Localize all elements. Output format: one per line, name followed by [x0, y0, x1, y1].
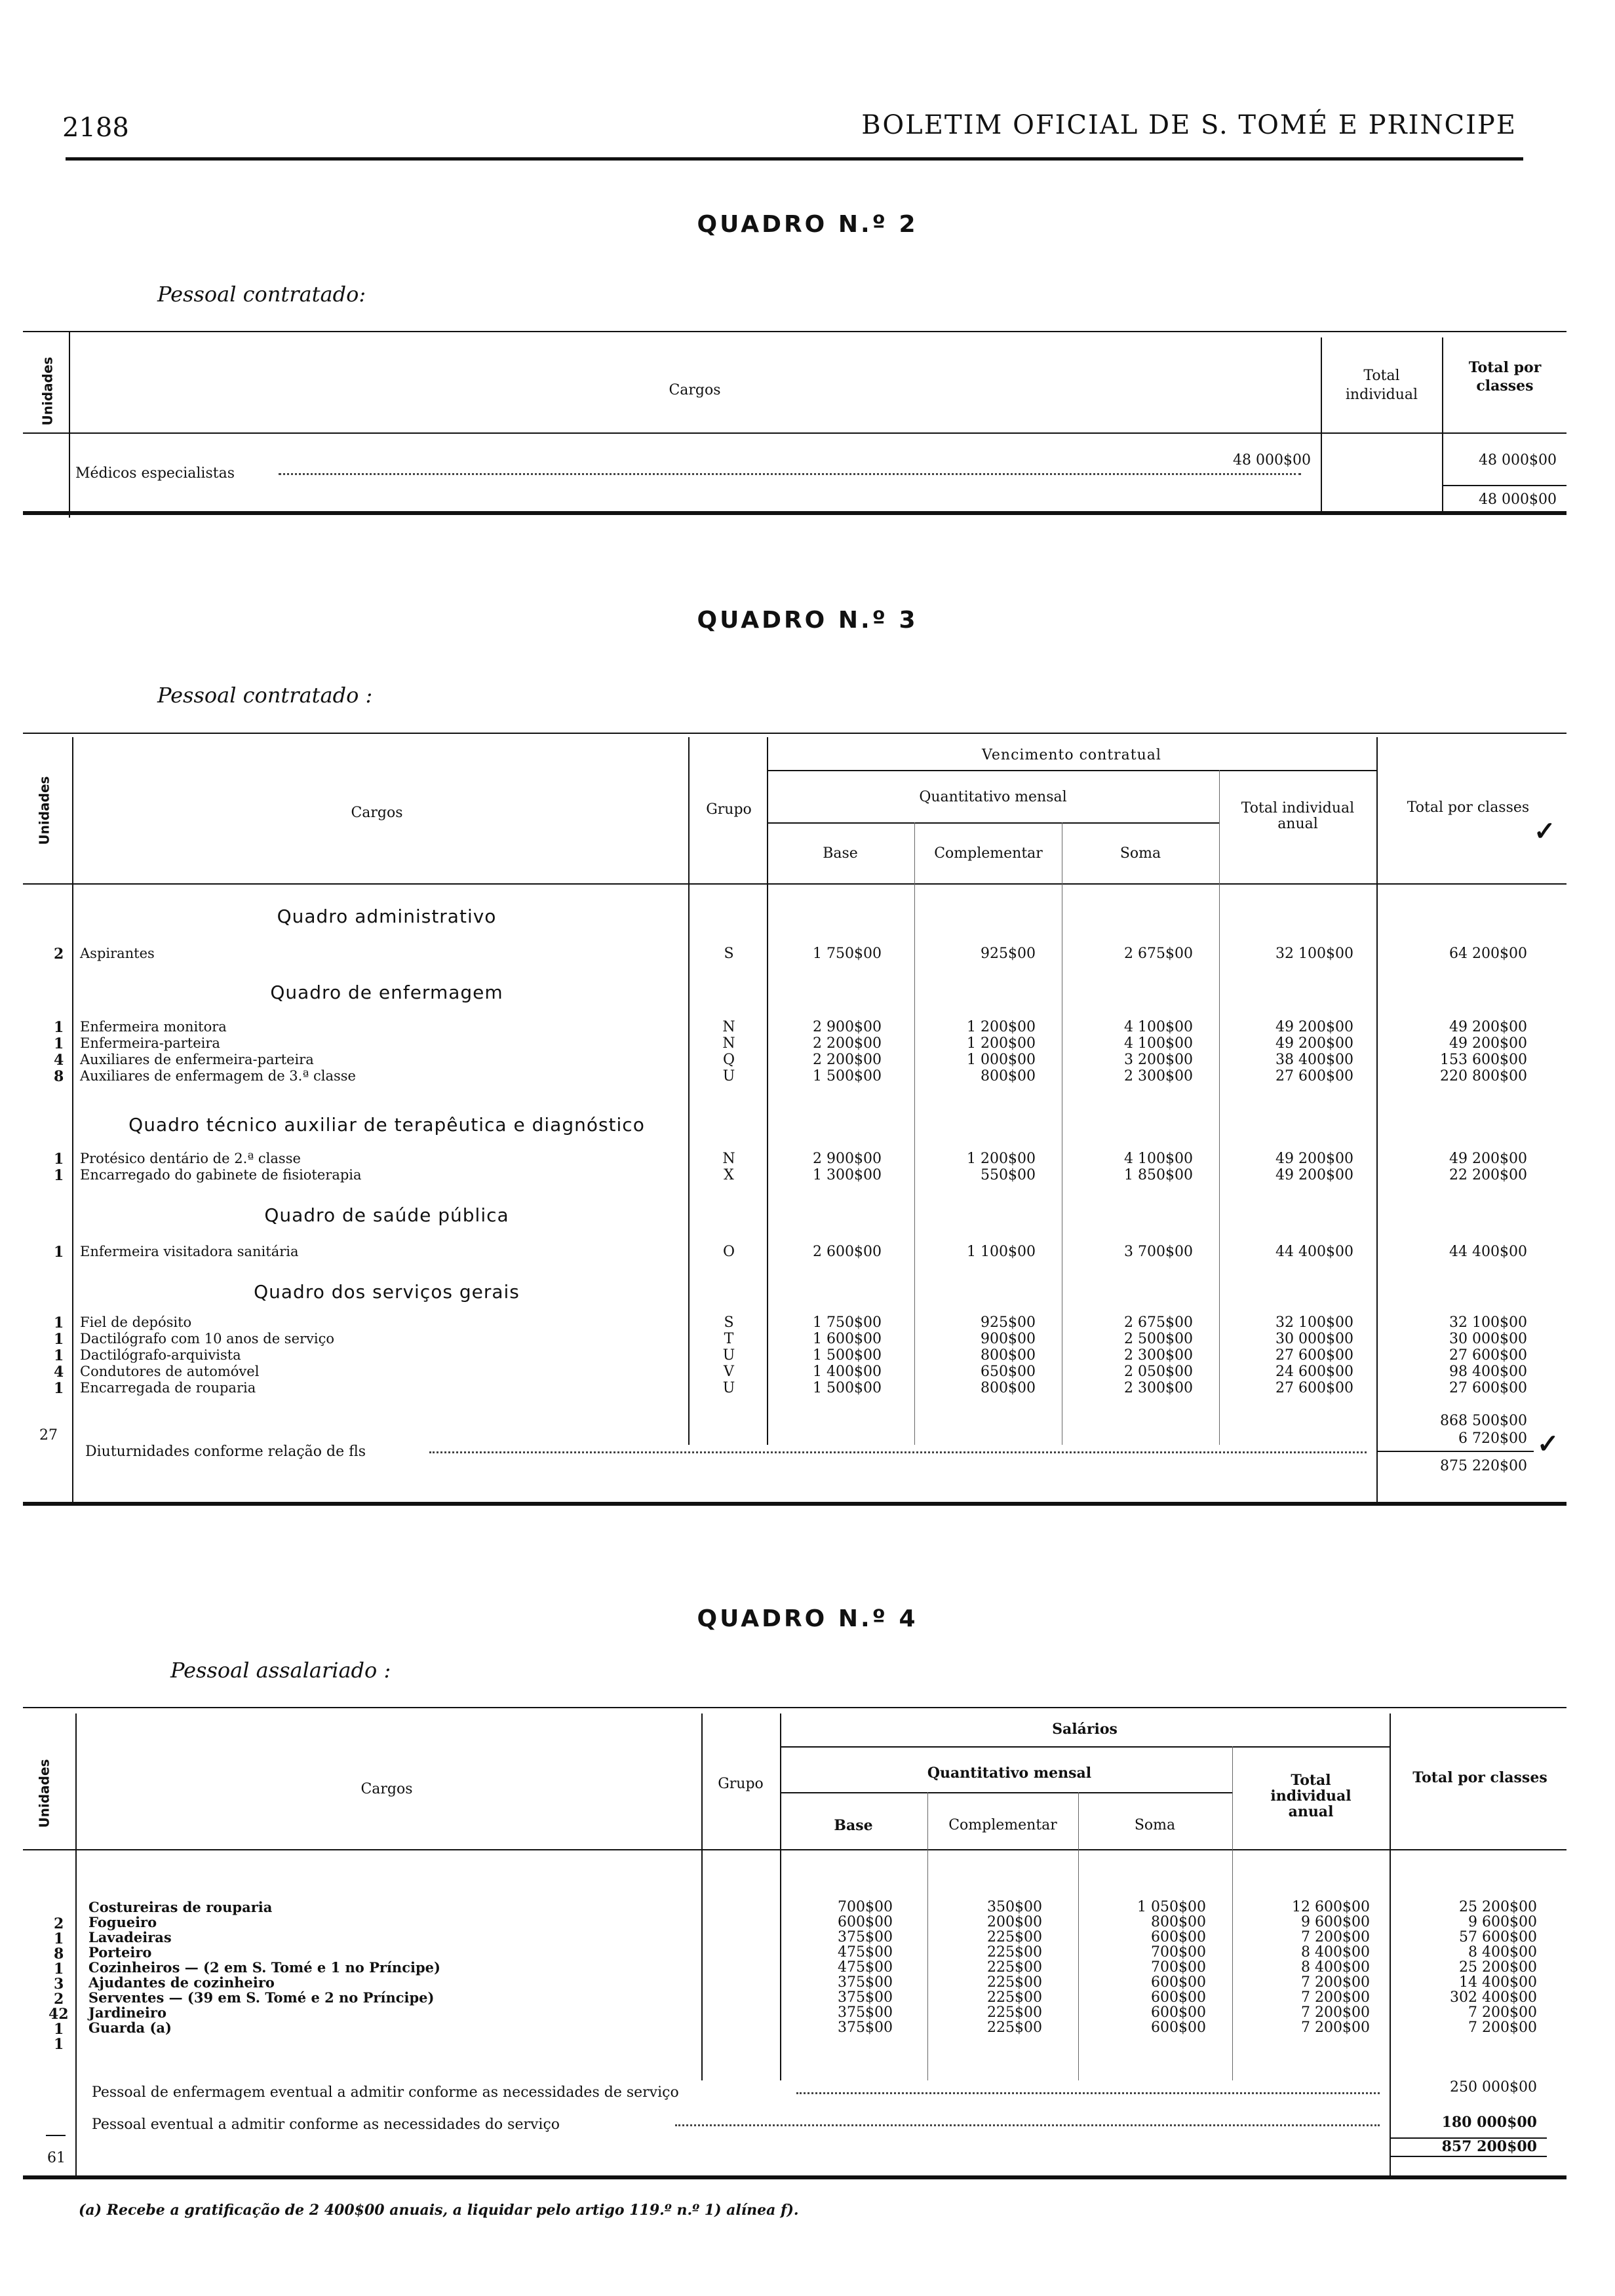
row-complementar: 1 200$00: [967, 1035, 1036, 1052]
q4-vline: [927, 1792, 928, 2080]
q4-total-units: 61: [47, 2150, 66, 2166]
row-total-classes: 220 800$00: [1440, 1068, 1527, 1084]
row-soma: 4 100$00: [1124, 1035, 1193, 1052]
q4-eventual-1-leader: [796, 2092, 1380, 2094]
q3-vline: [1376, 737, 1378, 1504]
row-soma: 2 500$00: [1124, 1331, 1193, 1347]
row-base: 1 750$00: [813, 946, 882, 962]
row-soma: 600$00: [1151, 1989, 1206, 2006]
q4-eventual-2-leader: [675, 2124, 1380, 2126]
q3-diut-value: 6 720$00: [1458, 1430, 1527, 1447]
row-unidades: 1: [54, 1035, 64, 1052]
q4-vline: [75, 1713, 77, 2179]
q3-h-base: Base: [823, 845, 858, 862]
q3-rule-bottom: [23, 1502, 1566, 1506]
row-complementar: 1 100$00: [967, 1244, 1036, 1260]
q3-rule-header: [23, 883, 1566, 885]
q2-vline: [69, 331, 70, 518]
q3-subtotal: 868 500$00: [1440, 1413, 1527, 1429]
row-cargo: Fiel de depósito: [80, 1314, 192, 1330]
row-complementar: 225$00: [987, 1944, 1042, 1961]
row-complementar: 225$00: [987, 2004, 1042, 2021]
row-total-classes: 25 200$00: [1459, 1899, 1537, 1915]
row-unidades: 1: [54, 1347, 64, 1364]
q3-vline: [688, 737, 690, 1445]
row-unidades: 1: [54, 1167, 64, 1184]
row-base: 375$00: [838, 1929, 893, 1945]
row-total-classes: 25 200$00: [1459, 1959, 1537, 1976]
row-cargo: Encarregada de rouparia: [80, 1380, 256, 1396]
q2-rule-top: [23, 331, 1566, 332]
row-soma: 600$00: [1151, 1974, 1206, 1991]
q3-vline: [767, 737, 768, 1445]
q2-total: 48 000$00: [1479, 491, 1557, 508]
row-total-individual: 49 200$00: [1275, 1151, 1353, 1167]
row-grupo: X: [724, 1167, 734, 1183]
row-total-individual: 7 200$00: [1301, 2004, 1370, 2021]
q4-vline: [780, 1713, 781, 2080]
section-title: Quadro de enfermagem: [270, 982, 503, 1003]
row-complementar: 900$00: [981, 1331, 1036, 1347]
row-complementar: 925$00: [981, 946, 1036, 962]
row-unidades: 1: [54, 1151, 64, 1168]
q3-h-total-classes: Total por classes: [1407, 799, 1530, 816]
q4-h-quantitativo: Quantitativo mensal: [927, 1765, 1092, 1782]
row-total-classes: 153 600$00: [1440, 1052, 1527, 1068]
page-header-title: BOLETIM OFICIAL DE S. TOMÉ E PRINCIPE: [861, 110, 1517, 140]
row-unidades: 1: [54, 1314, 64, 1331]
row-total-classes: 7 200$00: [1468, 2004, 1537, 2021]
section-title: Quadro técnico auxiliar de terapêutica e diagnóstico: [128, 1114, 645, 1136]
row-base: 600$00: [838, 1914, 893, 1930]
q4-rule-sum: [1390, 2156, 1547, 2157]
row-total-individual: 7 200$00: [1301, 2019, 1370, 2036]
row-total-classes: 8 400$00: [1468, 1944, 1537, 1961]
row-soma: 2 675$00: [1124, 1314, 1193, 1331]
row-base: 2 200$00: [813, 1052, 882, 1068]
q3-total-units: 27: [39, 1427, 58, 1444]
row-cargo: Dactilógrafo-arquivista: [80, 1347, 241, 1363]
row-total-individual: 44 400$00: [1275, 1244, 1353, 1260]
row-total-classes: 49 200$00: [1449, 1019, 1527, 1035]
row-cargo: Enfermeira monitora: [80, 1019, 227, 1035]
row-grupo: S: [724, 1314, 734, 1331]
row-soma: 700$00: [1151, 1944, 1206, 1961]
row-complementar: 800$00: [981, 1380, 1036, 1396]
row-total-classes: 302 400$00: [1450, 1989, 1537, 2006]
q2-rule-bottom: [23, 511, 1566, 515]
row-total-classes: 7 200$00: [1468, 2019, 1537, 2036]
row-base: 1 600$00: [813, 1331, 882, 1347]
row-total-individual: 9 600$00: [1301, 1914, 1370, 1930]
q4-vline: [701, 1713, 703, 2080]
row-complementar: 225$00: [987, 1929, 1042, 1945]
q2-row-total-individual: 48 000$00: [1233, 452, 1311, 469]
q3-h-complementar: Complementar: [934, 845, 1043, 862]
q3-total: 875 220$00: [1440, 1458, 1527, 1474]
row-grupo: V: [724, 1364, 734, 1380]
q2-row-total-classes: 48 000$00: [1479, 452, 1557, 469]
row-total-individual: 27 600$00: [1275, 1347, 1353, 1364]
row-base: 1 400$00: [813, 1364, 882, 1380]
q4-h-grupo: Grupo: [718, 1776, 764, 1792]
row-soma: 2 300$00: [1124, 1347, 1193, 1364]
q4-eventual-2-value: 180 000$00: [1441, 2114, 1537, 2131]
section-title: Quadro dos serviços gerais: [254, 1281, 520, 1303]
row-unidades: 1: [54, 1961, 64, 1978]
q2-rule-header: [23, 432, 1566, 434]
footnote: (a) Recebe a gratificação de 2 400$00 anuais, a liquidar pelo artigo 119.º n.º 1) alínea f).: [79, 2202, 799, 2219]
row-total-individual: 49 200$00: [1275, 1019, 1353, 1035]
handwritten-check-mark: ✓: [1534, 816, 1556, 847]
q3-h-unidades: Unidades: [36, 776, 52, 845]
row-total-individual: 38 400$00: [1275, 1052, 1353, 1068]
row-cargo: Lavadeiras: [88, 1929, 172, 1945]
q3-diuturnidades: Diuturnidades conforme relação de fls: [85, 1444, 366, 1460]
row-cargo: Encarregado do gabinete de fisioterapia: [80, 1167, 362, 1183]
row-soma: 2 050$00: [1124, 1364, 1193, 1380]
q4-title: QUADRO N.º 4: [697, 1605, 918, 1632]
section-title: Quadro de saúde pública: [264, 1204, 509, 1226]
handwritten-check-mark: ✓: [1537, 1428, 1559, 1459]
q4-eventual-1: Pessoal de enfermagem eventual a admitir conforme as necessidades de serviço: [92, 2084, 679, 2101]
row-complementar: 800$00: [981, 1347, 1036, 1364]
row-grupo: O: [722, 1244, 735, 1260]
row-grupo: S: [724, 946, 734, 962]
q4-h-unidades: Unidades: [36, 1759, 52, 1828]
row-soma: 2 300$00: [1124, 1380, 1193, 1396]
row-base: 2 600$00: [813, 1244, 882, 1260]
row-cargo: Condutores de automóvel: [80, 1364, 260, 1379]
q4-vline: [1390, 1713, 1391, 2179]
q3-rule-venc: [767, 770, 1376, 771]
row-base: 375$00: [838, 1974, 893, 1991]
q3-h-soma: Soma: [1119, 845, 1161, 862]
q4-h-total-classes: Total por classes: [1412, 1769, 1547, 1786]
row-total-individual: 12 600$00: [1292, 1899, 1370, 1915]
q3-rule-top: [23, 733, 1566, 734]
row-unidades: 1: [54, 1380, 64, 1397]
row-total-classes: 32 100$00: [1449, 1314, 1527, 1331]
row-cargo: Auxiliares de enfermagem de 3.ª classe: [80, 1068, 356, 1084]
row-unidades: 8: [54, 1945, 64, 1962]
row-complementar: 1 200$00: [967, 1019, 1036, 1035]
q3-h-grupo: Grupo: [706, 801, 752, 818]
q4-subtitle: Pessoal assalariado :: [170, 1658, 391, 1683]
row-base: 375$00: [838, 2004, 893, 2021]
row-unidades: 1: [54, 1331, 64, 1348]
row-total-individual: 24 600$00: [1275, 1364, 1353, 1380]
row-unidades: 8: [54, 1068, 64, 1085]
row-total-individual: 8 400$00: [1301, 1959, 1370, 1976]
row-total-classes: 22 200$00: [1449, 1167, 1527, 1183]
row-cargo: Enfermeira visitadora sanitária: [80, 1244, 299, 1259]
q4-h-soma: Soma: [1134, 1817, 1176, 1833]
row-cargo: Enfermeira-parteira: [80, 1035, 220, 1051]
row-soma: 2 300$00: [1124, 1068, 1193, 1084]
q4-units-rule: [46, 2135, 66, 2136]
q2-h-cargos: Cargos: [669, 382, 721, 398]
q2-subtitle: Pessoal contratado:: [157, 282, 366, 307]
q4-rule-header: [23, 1849, 1566, 1850]
row-unidades: 2: [54, 946, 64, 963]
row-unidades: 1: [54, 2021, 64, 2038]
row-total-individual: 27 600$00: [1275, 1068, 1353, 1084]
row-total-individual: 32 100$00: [1275, 946, 1353, 962]
row-total-classes: 27 600$00: [1449, 1380, 1527, 1396]
row-total-individual: 7 200$00: [1301, 1989, 1370, 2006]
row-soma: 600$00: [1151, 2004, 1206, 2021]
row-total-classes: 44 400$00: [1449, 1244, 1527, 1260]
q4-h-cargos: Cargos: [360, 1781, 413, 1797]
row-total-individual: 49 200$00: [1275, 1035, 1353, 1052]
q4-rule-top: [23, 1707, 1566, 1708]
row-soma: 1 050$00: [1137, 1899, 1206, 1915]
row-cargo: Protésico dentário de 2.ª classe: [80, 1151, 301, 1166]
row-total-classes: 9 600$00: [1468, 1914, 1537, 1930]
row-soma: 4 100$00: [1124, 1019, 1193, 1035]
row-total-classes: 49 200$00: [1449, 1151, 1527, 1167]
page-number: 2188: [62, 113, 129, 143]
row-total-classes: 57 600$00: [1459, 1929, 1537, 1945]
row-base: 1 500$00: [813, 1347, 882, 1364]
row-complementar: 225$00: [987, 1974, 1042, 1991]
q2-h-total-individual: Total individual: [1345, 368, 1418, 403]
q3-h-total-individual: Total individual anual: [1241, 800, 1355, 833]
q4-eventual-2: Pessoal eventual a admitir conforme as necessidades do serviço: [92, 2116, 560, 2133]
q3-diut-leader: [429, 1451, 1367, 1453]
row-unidades: 2: [54, 1991, 64, 2008]
row-grupo: N: [722, 1019, 735, 1035]
row-total-individual: 7 200$00: [1301, 1974, 1370, 1991]
row-cargo: Porteiro: [88, 1944, 152, 1961]
row-complementar: 225$00: [987, 2019, 1042, 2036]
row-base: 1 300$00: [813, 1167, 882, 1183]
section-title: Quadro administrativo: [277, 906, 497, 927]
row-cargo: Jardineiro: [88, 2004, 166, 2021]
row-cargo: Aspirantes: [80, 946, 155, 961]
q3-rule-sum: [1376, 1451, 1534, 1452]
row-base: 375$00: [838, 1989, 893, 2006]
row-total-individual: 27 600$00: [1275, 1380, 1353, 1396]
q4-h-salarios: Salários: [1052, 1721, 1118, 1738]
row-complementar: 200$00: [987, 1914, 1042, 1930]
q4-total: 857 200$00: [1441, 2138, 1537, 2155]
row-total-classes: 64 200$00: [1449, 946, 1527, 962]
row-base: 475$00: [838, 1944, 893, 1961]
row-unidades: 4: [54, 1364, 64, 1381]
row-base: 1 500$00: [813, 1068, 882, 1084]
row-base: 375$00: [838, 2019, 893, 2036]
row-cargo: Ajudantes de cozinheiro: [88, 1974, 275, 1991]
row-grupo: T: [724, 1331, 734, 1347]
row-complementar: 550$00: [981, 1167, 1036, 1183]
q4-h-base: Base: [834, 1817, 873, 1834]
row-total-classes: 30 000$00: [1449, 1331, 1527, 1347]
row-complementar: 925$00: [981, 1314, 1036, 1331]
row-complementar: 1 200$00: [967, 1151, 1036, 1167]
q3-h-cargos: Cargos: [351, 805, 403, 821]
q2-h-unidades: Unidades: [39, 356, 56, 426]
row-base: 1 500$00: [813, 1380, 882, 1396]
row-base: 700$00: [838, 1899, 893, 1915]
row-cargo: Dactilógrafo com 10 anos de serviço: [80, 1331, 335, 1347]
row-soma: 2 675$00: [1124, 946, 1193, 962]
row-soma: 4 100$00: [1124, 1151, 1193, 1167]
row-unidades: 3: [54, 1976, 64, 1993]
row-grupo: N: [722, 1035, 735, 1052]
row-base: 2 200$00: [813, 1035, 882, 1052]
row-soma: 600$00: [1151, 1929, 1206, 1945]
q3-h-vencimento: Vencimento contratual: [982, 747, 1161, 763]
q3-rule-quant: [767, 822, 1219, 824]
row-soma: 700$00: [1151, 1959, 1206, 1976]
q3-vline: [1219, 770, 1220, 1445]
row-unidades: 4: [54, 1052, 64, 1069]
row-complementar: 1 000$00: [967, 1052, 1036, 1068]
row-complementar: 225$00: [987, 1989, 1042, 2006]
q3-vline: [914, 822, 915, 1445]
header-rule: [66, 157, 1523, 161]
q4-rule-quant: [780, 1792, 1232, 1793]
row-soma: 3 200$00: [1124, 1052, 1193, 1068]
row-total-classes: 27 600$00: [1449, 1347, 1527, 1364]
row-base: 1 750$00: [813, 1314, 882, 1331]
row-total-individual: 49 200$00: [1275, 1167, 1353, 1183]
row-cargo: Guarda (a): [88, 2019, 172, 2036]
row-base: 475$00: [838, 1959, 893, 1976]
row-complementar: 650$00: [981, 1364, 1036, 1380]
q2-h-total-classes: Total por classes: [1468, 359, 1542, 394]
q4-vline: [1078, 1792, 1079, 2080]
row-unidades: 1: [54, 1930, 64, 1947]
row-complementar: 800$00: [981, 1068, 1036, 1084]
row-total-individual: 32 100$00: [1275, 1314, 1353, 1331]
row-total-individual: 7 200$00: [1301, 1929, 1370, 1945]
q2-rule-sum: [1442, 485, 1566, 486]
q4-vline: [1232, 1746, 1233, 2080]
q2-row-cargo: Médicos especialistas: [75, 465, 235, 482]
q2-vline: [1321, 337, 1322, 511]
row-complementar: 350$00: [987, 1899, 1042, 1915]
row-cargo: Auxiliares de enfermeira-parteira: [80, 1052, 314, 1067]
q2-title: QUADRO N.º 2: [697, 211, 918, 238]
row-cargo: Cozinheiros — (2 em S. Tomé e 1 no Príncipe): [88, 1959, 440, 1976]
row-grupo: N: [722, 1151, 735, 1167]
row-complementar: 225$00: [987, 1959, 1042, 1976]
row-soma: 1 850$00: [1124, 1167, 1193, 1183]
row-soma: 800$00: [1151, 1914, 1206, 1930]
row-base: 2 900$00: [813, 1019, 882, 1035]
q3-vline: [72, 737, 73, 1504]
q3-subtitle: Pessoal contratado :: [157, 683, 373, 708]
row-grupo: U: [722, 1068, 735, 1084]
row-base: 2 900$00: [813, 1151, 882, 1167]
row-grupo: U: [722, 1380, 735, 1396]
row-soma: 600$00: [1151, 2019, 1206, 2036]
row-total-individual: 30 000$00: [1275, 1331, 1353, 1347]
row-total-classes: 14 400$00: [1459, 1974, 1537, 1991]
row-soma: 3 700$00: [1124, 1244, 1193, 1260]
row-unidades: 1: [54, 1244, 64, 1261]
q4-rule-sal: [780, 1746, 1390, 1748]
row-cargo: Costureiras de rouparia: [88, 1899, 273, 1915]
q3-title: QUADRO N.º 3: [697, 607, 918, 634]
row-unidades: 1: [54, 2036, 64, 2053]
row-unidades: 42: [49, 2006, 69, 2023]
q4-h-complementar: Complementar: [948, 1817, 1057, 1833]
row-grupo: Q: [722, 1052, 735, 1068]
q4-eventual-1-value: 250 000$00: [1450, 2079, 1537, 2095]
q4-h-total-individual: Total individual anual: [1270, 1772, 1352, 1821]
row-unidades: 2: [54, 1915, 64, 1932]
row-total-classes: 98 400$00: [1449, 1364, 1527, 1380]
row-grupo: U: [722, 1347, 735, 1364]
row-total-classes: 49 200$00: [1449, 1035, 1527, 1052]
row-cargo: Serventes — (39 em S. Tomé e 2 no Príncipe): [88, 1989, 435, 2006]
q4-rule-bottom: [23, 2175, 1566, 2179]
row-total-individual: 8 400$00: [1301, 1944, 1370, 1961]
q2-row-leader: [279, 473, 1301, 475]
row-unidades: 1: [54, 1019, 64, 1036]
row-cargo: Fogueiro: [88, 1914, 157, 1930]
q3-h-quantitativo: Quantitativo mensal: [919, 789, 1067, 805]
